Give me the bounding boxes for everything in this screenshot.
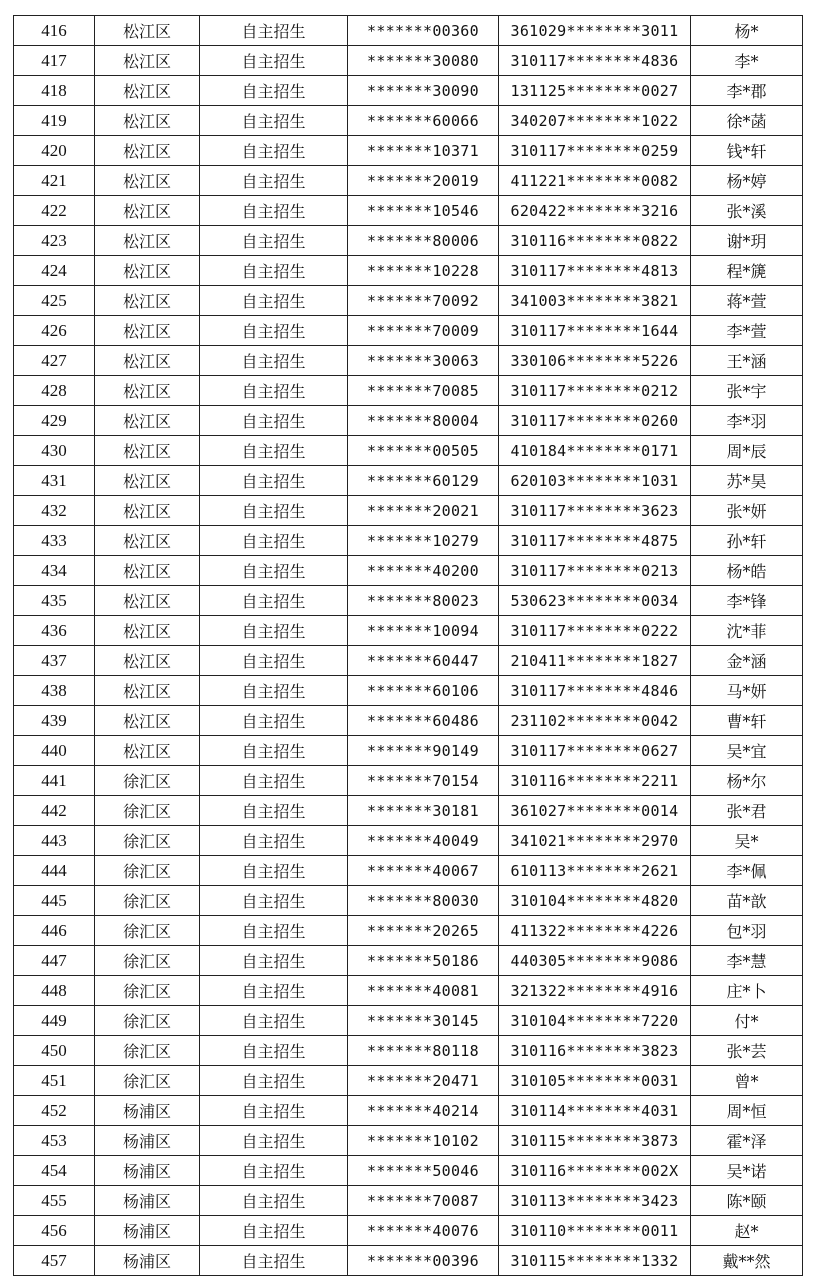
- cell-district: 杨浦区: [95, 1126, 200, 1156]
- cell-number: 430: [14, 436, 95, 466]
- cell-id-number: 620103********1031: [499, 466, 691, 496]
- cell-name: 沈*菲: [691, 616, 803, 646]
- cell-admission-type: 自主招生: [200, 826, 348, 856]
- cell-name: 钱*轩: [691, 136, 803, 166]
- cell-exam-id: *******30080: [348, 46, 499, 76]
- cell-exam-id: *******40200: [348, 556, 499, 586]
- cell-district: 松江区: [95, 676, 200, 706]
- table-row: [14, 406, 803, 436]
- table-row: [14, 196, 803, 226]
- cell-admission-type: 自主招生: [200, 856, 348, 886]
- cell-admission-type: 自主招生: [200, 1246, 348, 1276]
- table-row: [14, 766, 803, 796]
- cell-admission-type: 自主招生: [200, 1066, 348, 1096]
- table-row: [14, 496, 803, 526]
- cell-id-number: 310117********4836: [499, 46, 691, 76]
- cell-admission-type: 自主招生: [200, 496, 348, 526]
- cell-district: 松江区: [95, 286, 200, 316]
- cell-id-number: 310117********4875: [499, 526, 691, 556]
- cell-id-number: 310116********002X: [499, 1156, 691, 1186]
- table-row: [14, 1156, 803, 1186]
- cell-number: 449: [14, 1006, 95, 1036]
- cell-name: 张*芸: [691, 1036, 803, 1066]
- cell-number: 429: [14, 406, 95, 436]
- cell-name: 吴*宜: [691, 736, 803, 766]
- cell-number: 442: [14, 796, 95, 826]
- cell-admission-type: 自主招生: [200, 16, 348, 46]
- cell-district: 徐汇区: [95, 856, 200, 886]
- cell-district: 松江区: [95, 466, 200, 496]
- cell-number: 451: [14, 1066, 95, 1096]
- cell-number: 426: [14, 316, 95, 346]
- cell-district: 徐汇区: [95, 1006, 200, 1036]
- cell-id-number: 310104********7220: [499, 1006, 691, 1036]
- cell-exam-id: *******90149: [348, 736, 499, 766]
- cell-number: 431: [14, 466, 95, 496]
- cell-exam-id: *******00505: [348, 436, 499, 466]
- cell-admission-type: 自主招生: [200, 1096, 348, 1126]
- cell-number: 428: [14, 376, 95, 406]
- cell-exam-id: *******70154: [348, 766, 499, 796]
- cell-id-number: 411221********0082: [499, 166, 691, 196]
- cell-name: 李*慧: [691, 946, 803, 976]
- cell-number: 447: [14, 946, 95, 976]
- cell-district: 杨浦区: [95, 1186, 200, 1216]
- cell-exam-id: *******50046: [348, 1156, 499, 1186]
- cell-id-number: 440305********9086: [499, 946, 691, 976]
- cell-admission-type: 自主招生: [200, 526, 348, 556]
- cell-name: 李*: [691, 46, 803, 76]
- document-page: [13, 15, 802, 1276]
- cell-exam-id: *******30090: [348, 76, 499, 106]
- cell-district: 杨浦区: [95, 1096, 200, 1126]
- cell-number: 454: [14, 1156, 95, 1186]
- cell-exam-id: *******40081: [348, 976, 499, 1006]
- cell-id-number: 310110********0011: [499, 1216, 691, 1246]
- table-row: [14, 376, 803, 406]
- cell-name: 马*妍: [691, 676, 803, 706]
- cell-id-number: 231102********0042: [499, 706, 691, 736]
- cell-number: 453: [14, 1126, 95, 1156]
- cell-number: 446: [14, 916, 95, 946]
- cell-id-number: 410184********0171: [499, 436, 691, 466]
- cell-exam-id: *******10228: [348, 256, 499, 286]
- table-row: [14, 646, 803, 676]
- cell-number: 416: [14, 16, 95, 46]
- cell-district: 松江区: [95, 346, 200, 376]
- cell-district: 徐汇区: [95, 1066, 200, 1096]
- cell-id-number: 310116********0822: [499, 226, 691, 256]
- cell-admission-type: 自主招生: [200, 616, 348, 646]
- cell-district: 松江区: [95, 196, 200, 226]
- cell-id-number: 310117********0627: [499, 736, 691, 766]
- cell-name: 霍*泽: [691, 1126, 803, 1156]
- table-row: [14, 256, 803, 286]
- cell-admission-type: 自主招生: [200, 106, 348, 136]
- cell-number: 432: [14, 496, 95, 526]
- cell-name: 周*辰: [691, 436, 803, 466]
- cell-exam-id: *******10371: [348, 136, 499, 166]
- table-row: [14, 1066, 803, 1096]
- cell-name: 赵*: [691, 1216, 803, 1246]
- cell-district: 徐汇区: [95, 826, 200, 856]
- cell-name: 戴**然: [691, 1246, 803, 1276]
- table-row: [14, 916, 803, 946]
- cell-name: 程*篪: [691, 256, 803, 286]
- cell-id-number: 310117********4813: [499, 256, 691, 286]
- cell-id-number: 530623********0034: [499, 586, 691, 616]
- cell-name: 曾*: [691, 1066, 803, 1096]
- cell-exam-id: *******70009: [348, 316, 499, 346]
- cell-exam-id: *******80023: [348, 586, 499, 616]
- cell-exam-id: *******50186: [348, 946, 499, 976]
- cell-name: 孙*轩: [691, 526, 803, 556]
- cell-name: 金*涵: [691, 646, 803, 676]
- cell-exam-id: *******70085: [348, 376, 499, 406]
- cell-name: 李*郡: [691, 76, 803, 106]
- cell-admission-type: 自主招生: [200, 376, 348, 406]
- cell-id-number: 310117********3623: [499, 496, 691, 526]
- cell-number: 422: [14, 196, 95, 226]
- cell-district: 松江区: [95, 586, 200, 616]
- cell-name: 陈*颐: [691, 1186, 803, 1216]
- cell-district: 松江区: [95, 616, 200, 646]
- table-row: [14, 1186, 803, 1216]
- cell-number: 438: [14, 676, 95, 706]
- cell-number: 423: [14, 226, 95, 256]
- cell-district: 松江区: [95, 106, 200, 136]
- cell-admission-type: 自主招生: [200, 466, 348, 496]
- cell-number: 435: [14, 586, 95, 616]
- cell-district: 松江区: [95, 436, 200, 466]
- cell-exam-id: *******30063: [348, 346, 499, 376]
- table-row: [14, 1126, 803, 1156]
- cell-number: 457: [14, 1246, 95, 1276]
- table-row: [14, 676, 803, 706]
- cell-name: 庄*卜: [691, 976, 803, 1006]
- table-row: [14, 286, 803, 316]
- cell-admission-type: 自主招生: [200, 136, 348, 166]
- cell-name: 徐*菡: [691, 106, 803, 136]
- cell-number: 421: [14, 166, 95, 196]
- cell-name: 杨*婷: [691, 166, 803, 196]
- table-row: [14, 826, 803, 856]
- table-row: [14, 106, 803, 136]
- cell-exam-id: *******00360: [348, 16, 499, 46]
- cell-id-number: 361029********3011: [499, 16, 691, 46]
- cell-number: 433: [14, 526, 95, 556]
- cell-exam-id: *******30181: [348, 796, 499, 826]
- cell-admission-type: 自主招生: [200, 556, 348, 586]
- cell-district: 徐汇区: [95, 946, 200, 976]
- cell-number: 417: [14, 46, 95, 76]
- cell-id-number: 310116********2211: [499, 766, 691, 796]
- table-row: [14, 526, 803, 556]
- cell-district: 松江区: [95, 376, 200, 406]
- cell-id-number: 340207********1022: [499, 106, 691, 136]
- cell-number: 455: [14, 1186, 95, 1216]
- cell-number: 425: [14, 286, 95, 316]
- cell-district: 松江区: [95, 736, 200, 766]
- cell-name: 张*宇: [691, 376, 803, 406]
- table-row: [14, 346, 803, 376]
- cell-admission-type: 自主招生: [200, 976, 348, 1006]
- table-row: [14, 946, 803, 976]
- table-row: [14, 886, 803, 916]
- cell-id-number: 361027********0014: [499, 796, 691, 826]
- cell-name: 吴*诺: [691, 1156, 803, 1186]
- table-row: [14, 1036, 803, 1066]
- cell-district: 松江区: [95, 76, 200, 106]
- cell-admission-type: 自主招生: [200, 586, 348, 616]
- cell-number: 437: [14, 646, 95, 676]
- cell-admission-type: 自主招生: [200, 196, 348, 226]
- cell-number: 436: [14, 616, 95, 646]
- cell-exam-id: *******10546: [348, 196, 499, 226]
- cell-exam-id: *******80006: [348, 226, 499, 256]
- cell-id-number: 411322********4226: [499, 916, 691, 946]
- cell-district: 徐汇区: [95, 886, 200, 916]
- cell-district: 松江区: [95, 496, 200, 526]
- cell-exam-id: *******30145: [348, 1006, 499, 1036]
- cell-number: 440: [14, 736, 95, 766]
- cell-district: 松江区: [95, 16, 200, 46]
- cell-admission-type: 自主招生: [200, 646, 348, 676]
- cell-name: 李*佩: [691, 856, 803, 886]
- cell-name: 曹*轩: [691, 706, 803, 736]
- cell-exam-id: *******00396: [348, 1246, 499, 1276]
- cell-name: 王*涵: [691, 346, 803, 376]
- cell-number: 439: [14, 706, 95, 736]
- cell-number: 444: [14, 856, 95, 886]
- cell-id-number: 341021********2970: [499, 826, 691, 856]
- cell-admission-type: 自主招生: [200, 916, 348, 946]
- cell-number: 448: [14, 976, 95, 1006]
- cell-id-number: 310114********4031: [499, 1096, 691, 1126]
- cell-district: 松江区: [95, 256, 200, 286]
- cell-exam-id: *******10102: [348, 1126, 499, 1156]
- cell-exam-id: *******60106: [348, 676, 499, 706]
- cell-id-number: 310117********0260: [499, 406, 691, 436]
- cell-number: 450: [14, 1036, 95, 1066]
- table-row: [14, 1006, 803, 1036]
- cell-admission-type: 自主招生: [200, 436, 348, 466]
- table-row: [14, 976, 803, 1006]
- cell-id-number: 310116********3823: [499, 1036, 691, 1066]
- cell-id-number: 310115********3873: [499, 1126, 691, 1156]
- cell-district: 松江区: [95, 226, 200, 256]
- cell-exam-id: *******80118: [348, 1036, 499, 1066]
- cell-district: 徐汇区: [95, 766, 200, 796]
- cell-admission-type: 自主招生: [200, 676, 348, 706]
- table-row: [14, 436, 803, 466]
- cell-exam-id: *******10094: [348, 616, 499, 646]
- cell-exam-id: *******40049: [348, 826, 499, 856]
- cell-number: 418: [14, 76, 95, 106]
- cell-admission-type: 自主招生: [200, 766, 348, 796]
- table-row: [14, 556, 803, 586]
- cell-name: 李*羽: [691, 406, 803, 436]
- cell-district: 松江区: [95, 646, 200, 676]
- cell-exam-id: *******60066: [348, 106, 499, 136]
- cell-admission-type: 自主招生: [200, 1186, 348, 1216]
- table-row: [14, 796, 803, 826]
- student-list-table: [13, 15, 803, 1276]
- cell-id-number: 620422********3216: [499, 196, 691, 226]
- cell-id-number: 310104********4820: [499, 886, 691, 916]
- cell-admission-type: 自主招生: [200, 346, 348, 376]
- cell-exam-id: *******60129: [348, 466, 499, 496]
- cell-district: 松江区: [95, 316, 200, 346]
- cell-admission-type: 自主招生: [200, 1156, 348, 1186]
- table-body: [14, 16, 803, 1276]
- cell-number: 427: [14, 346, 95, 376]
- cell-id-number: 310105********0031: [499, 1066, 691, 1096]
- cell-exam-id: *******80004: [348, 406, 499, 436]
- cell-name: 包*羽: [691, 916, 803, 946]
- cell-number: 441: [14, 766, 95, 796]
- cell-number: 434: [14, 556, 95, 586]
- cell-district: 松江区: [95, 406, 200, 436]
- cell-name: 张*溪: [691, 196, 803, 226]
- table-row: [14, 706, 803, 736]
- cell-name: 苏*昊: [691, 466, 803, 496]
- cell-name: 付*: [691, 1006, 803, 1036]
- cell-name: 周*恒: [691, 1096, 803, 1126]
- cell-district: 徐汇区: [95, 1036, 200, 1066]
- cell-id-number: 131125********0027: [499, 76, 691, 106]
- cell-name: 李*锋: [691, 586, 803, 616]
- cell-number: 419: [14, 106, 95, 136]
- cell-exam-id: *******20265: [348, 916, 499, 946]
- table-row: [14, 16, 803, 46]
- cell-name: 杨*皓: [691, 556, 803, 586]
- cell-admission-type: 自主招生: [200, 736, 348, 766]
- cell-id-number: 310117********0222: [499, 616, 691, 646]
- table-row: [14, 76, 803, 106]
- cell-number: 452: [14, 1096, 95, 1126]
- table-row: [14, 1096, 803, 1126]
- cell-admission-type: 自主招生: [200, 1216, 348, 1246]
- table-row: [14, 856, 803, 886]
- cell-exam-id: *******20021: [348, 496, 499, 526]
- cell-exam-id: *******60447: [348, 646, 499, 676]
- cell-number: 424: [14, 256, 95, 286]
- table-row: [14, 586, 803, 616]
- cell-district: 松江区: [95, 46, 200, 76]
- cell-admission-type: 自主招生: [200, 796, 348, 826]
- cell-exam-id: *******60486: [348, 706, 499, 736]
- cell-exam-id: *******40067: [348, 856, 499, 886]
- cell-number: 456: [14, 1216, 95, 1246]
- cell-admission-type: 自主招生: [200, 256, 348, 286]
- cell-admission-type: 自主招生: [200, 1036, 348, 1066]
- cell-admission-type: 自主招生: [200, 946, 348, 976]
- cell-number: 443: [14, 826, 95, 856]
- table-row: [14, 166, 803, 196]
- cell-exam-id: *******40076: [348, 1216, 499, 1246]
- cell-name: 张*妍: [691, 496, 803, 526]
- cell-exam-id: *******70087: [348, 1186, 499, 1216]
- cell-id-number: 341003********3821: [499, 286, 691, 316]
- cell-id-number: 310115********1332: [499, 1246, 691, 1276]
- cell-exam-id: *******40214: [348, 1096, 499, 1126]
- cell-admission-type: 自主招生: [200, 76, 348, 106]
- cell-id-number: 210411********1827: [499, 646, 691, 676]
- cell-name: 苗*歆: [691, 886, 803, 916]
- cell-name: 李*萱: [691, 316, 803, 346]
- cell-name: 杨*: [691, 16, 803, 46]
- cell-number: 445: [14, 886, 95, 916]
- cell-id-number: 310117********0259: [499, 136, 691, 166]
- cell-district: 徐汇区: [95, 796, 200, 826]
- cell-district: 杨浦区: [95, 1156, 200, 1186]
- cell-admission-type: 自主招生: [200, 406, 348, 436]
- cell-id-number: 310117********0213: [499, 556, 691, 586]
- table-row: [14, 1216, 803, 1246]
- cell-admission-type: 自主招生: [200, 226, 348, 256]
- cell-name: 杨*尔: [691, 766, 803, 796]
- cell-district: 松江区: [95, 556, 200, 586]
- cell-name: 蒋*萱: [691, 286, 803, 316]
- cell-exam-id: *******20019: [348, 166, 499, 196]
- cell-admission-type: 自主招生: [200, 316, 348, 346]
- cell-id-number: 330106********5226: [499, 346, 691, 376]
- cell-id-number: 610113********2621: [499, 856, 691, 886]
- cell-id-number: 310113********3423: [499, 1186, 691, 1216]
- table-row: [14, 1246, 803, 1276]
- cell-name: 谢*玥: [691, 226, 803, 256]
- cell-admission-type: 自主招生: [200, 1126, 348, 1156]
- cell-district: 杨浦区: [95, 1216, 200, 1246]
- cell-exam-id: *******80030: [348, 886, 499, 916]
- cell-number: 420: [14, 136, 95, 166]
- cell-district: 徐汇区: [95, 916, 200, 946]
- table-row: [14, 226, 803, 256]
- cell-admission-type: 自主招生: [200, 1006, 348, 1036]
- cell-admission-type: 自主招生: [200, 706, 348, 736]
- table-row: [14, 736, 803, 766]
- cell-district: 松江区: [95, 526, 200, 556]
- cell-district: 松江区: [95, 136, 200, 166]
- table-row: [14, 136, 803, 166]
- cell-district: 徐汇区: [95, 976, 200, 1006]
- cell-district: 松江区: [95, 706, 200, 736]
- table-row: [14, 46, 803, 76]
- cell-id-number: 310117********1644: [499, 316, 691, 346]
- cell-exam-id: *******70092: [348, 286, 499, 316]
- cell-id-number: 310117********0212: [499, 376, 691, 406]
- cell-name: 吴*: [691, 826, 803, 856]
- cell-exam-id: *******10279: [348, 526, 499, 556]
- cell-admission-type: 自主招生: [200, 286, 348, 316]
- cell-district: 松江区: [95, 166, 200, 196]
- cell-district: 杨浦区: [95, 1246, 200, 1276]
- cell-name: 张*君: [691, 796, 803, 826]
- table-row: [14, 316, 803, 346]
- cell-admission-type: 自主招生: [200, 166, 348, 196]
- table-row: [14, 616, 803, 646]
- table-row: [14, 466, 803, 496]
- cell-id-number: 321322********4916: [499, 976, 691, 1006]
- cell-exam-id: *******20471: [348, 1066, 499, 1096]
- cell-admission-type: 自主招生: [200, 46, 348, 76]
- cell-id-number: 310117********4846: [499, 676, 691, 706]
- cell-admission-type: 自主招生: [200, 886, 348, 916]
